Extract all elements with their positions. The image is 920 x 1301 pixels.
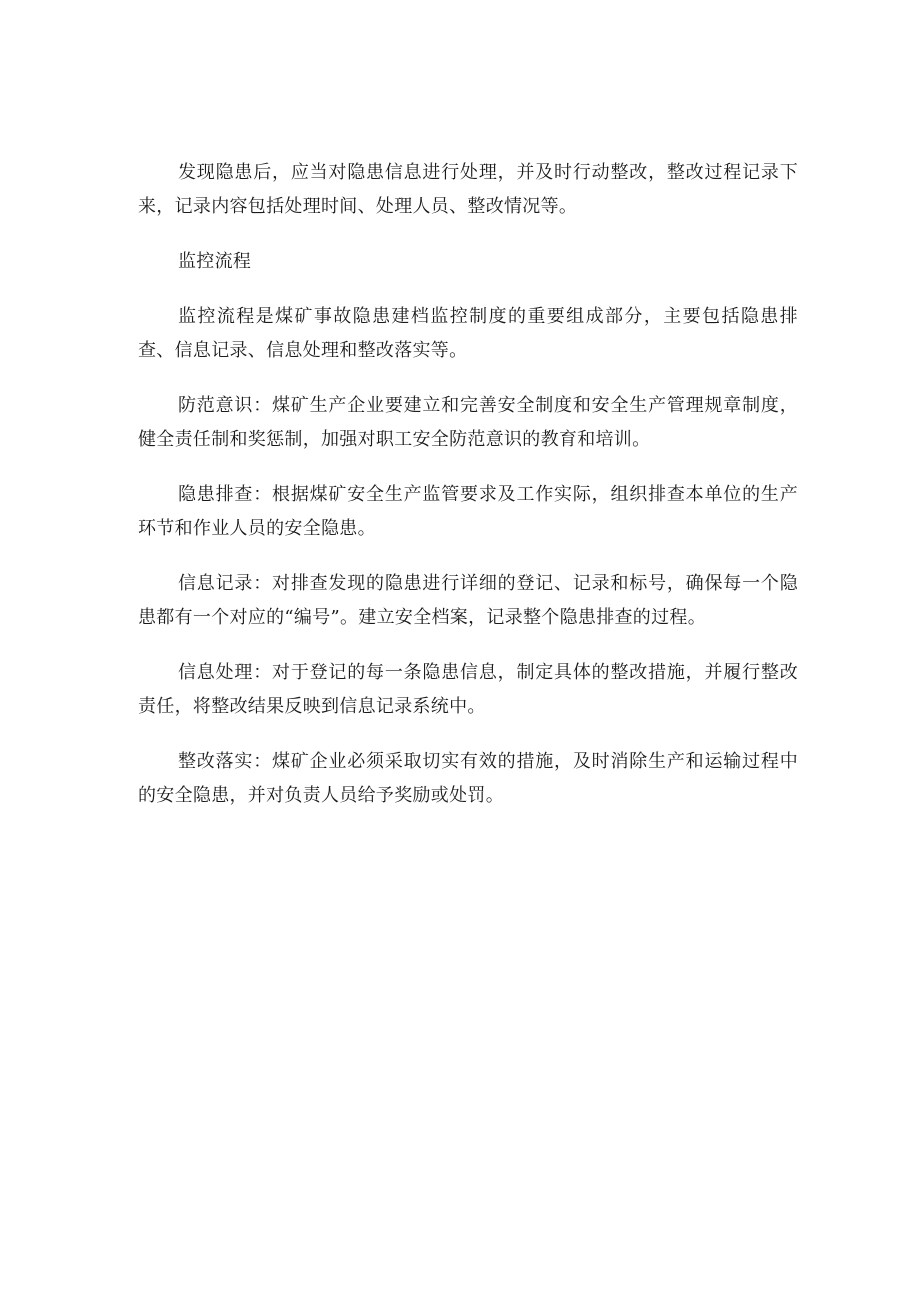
paragraph-rectification-implementation: 整改落实：煤矿企业必须采取切实有效的措施，及时消除生产和运输过程中的安全隐患，并对负责人员给予奖励或处罚。 [138, 751, 798, 806]
section-heading-monitoring-process: 监控流程 [178, 251, 252, 272]
paragraph-information-processing: 信息处理：对于登记的每一条隐患信息，制定具体的整改措施，并履行整改责任，将整改结果反映到信息记录系统中。 [138, 662, 798, 717]
paragraph-hazard-inspection: 隐患排查：根据煤矿安全生产监管要求及工作实际，组织排查本单位的生产环节和作业人员的安全隐患。 [138, 484, 798, 539]
paragraph-monitoring-process: 监控流程是煤矿事故隐患建档监控制度的重要组成部分，主要包括隐患排查、信息记录、信息处理和整改落实等。 [138, 306, 798, 361]
paragraph-information-recording: 信息记录：对排查发现的隐患进行详细的登记、记录和标号，确保每一个隐患都有一个对应的“编号”。建立安全档案，记录整个隐患排查的过程。 [138, 573, 798, 628]
paragraph-rectification-record: 发现隐患后，应当对隐患信息进行处理，并及时行动整改，整改过程记录下来，记录内容包括处理时间、处理人员、整改情况等。 [138, 162, 798, 217]
document-body [138, 156, 798, 834]
paragraph-prevention-awareness: 防范意识：煤矿生产企业要建立和完善安全制度和安全生产管理规章制度，健全责任制和奖惩制，加强对职工安全防范意识的教育和培训。 [138, 395, 798, 450]
